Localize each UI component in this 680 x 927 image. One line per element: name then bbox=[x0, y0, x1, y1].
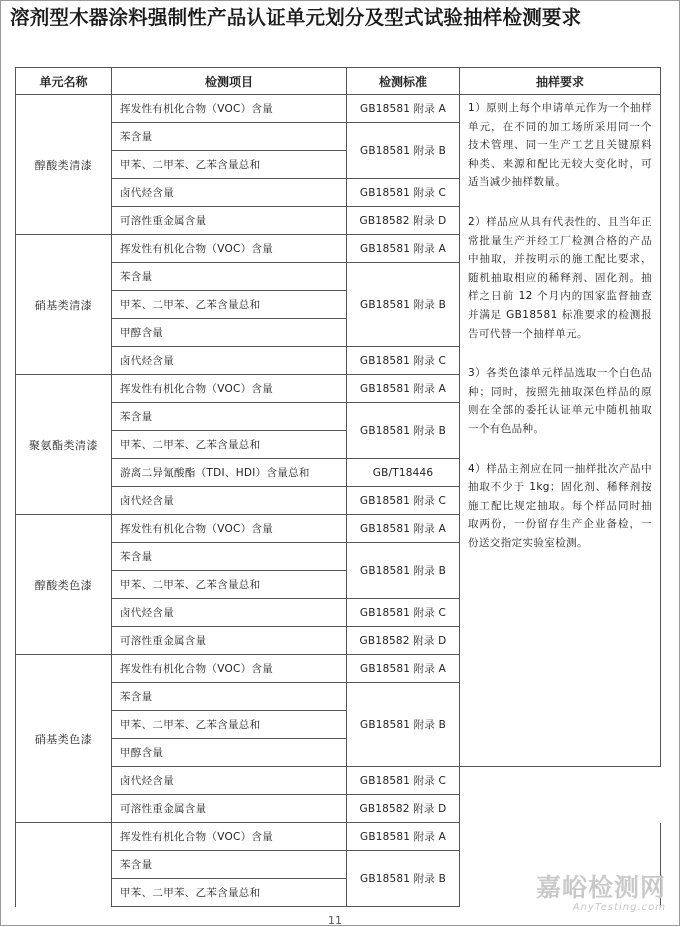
test-item: 游离二异氰酸酯（TDI、HDI）含量总和 bbox=[112, 459, 347, 487]
test-standard: GB18581 附录 B bbox=[347, 543, 460, 599]
test-standard: GB18581 附录 A bbox=[347, 235, 460, 263]
test-item: 卤代烃含量 bbox=[112, 487, 347, 515]
test-item: 卤代烃含量 bbox=[112, 767, 347, 795]
test-item: 可溶性重金属含量 bbox=[112, 207, 347, 235]
test-standard: GB18581 附录 B bbox=[347, 263, 460, 347]
test-item: 卤代烃含量 bbox=[112, 599, 347, 627]
requirement-empty bbox=[460, 823, 661, 851]
test-standard: GB18581 附录 C bbox=[347, 179, 460, 207]
watermark-cn: 嘉峪检测网 bbox=[535, 873, 666, 902]
header-item: 检测项目 bbox=[112, 68, 347, 95]
test-item: 挥发性有机化合物（VOC）含量 bbox=[112, 655, 347, 683]
test-standard: GB/T18446 bbox=[347, 459, 460, 487]
test-item: 苯含量 bbox=[112, 263, 347, 291]
test-item: 甲醇含量 bbox=[112, 319, 347, 347]
test-standard: GB18581 附录 C bbox=[347, 599, 460, 627]
test-item: 甲苯、二甲苯、乙苯含量总和 bbox=[112, 571, 347, 599]
test-standard: GB18581 附录 A bbox=[347, 95, 460, 123]
unit-name: 硝基类清漆 bbox=[16, 235, 112, 375]
requirement-paragraph: 4）样品主剂应在同一抽样批次产品中抽取不少于 1kg；固化剂、稀释剂按施工配比规定抽取。每个样品同时抽取两份，一份留存生产企业备检，一份送交指定实验室检测。 bbox=[468, 462, 652, 549]
test-standard: GB18581 附录 A bbox=[347, 515, 460, 543]
requirement-paragraph: 2）样品应从具有代表性的、且当年正常批量生产并经工厂检测合格的产品中抽取，并按明示的施工配比要求，随机抽取相应的稀释剂、固化剂。抽样之日前 12 个月内的国家监督抽查并满足 GB18581 标准要求的检测报告可代替一个抽样单元。 bbox=[468, 215, 652, 340]
sampling-table bbox=[15, 67, 661, 907]
page-number: 11 bbox=[328, 914, 342, 927]
table-row bbox=[16, 95, 661, 123]
test-standard: GB18581 附录 B bbox=[347, 123, 460, 179]
test-standard: GB18582 附录 D bbox=[347, 795, 460, 823]
test-standard: GB18581 附录 A bbox=[347, 375, 460, 403]
test-item: 挥发性有机化合物（VOC）含量 bbox=[112, 95, 347, 123]
unit-name: 聚氨酯类清漆 bbox=[16, 375, 112, 515]
header-requirement: 抽样要求 bbox=[460, 68, 661, 95]
test-item: 挥发性有机化合物（VOC）含量 bbox=[112, 515, 347, 543]
test-item: 挥发性有机化合物（VOC）含量 bbox=[112, 375, 347, 403]
sampling-requirements bbox=[460, 95, 661, 767]
unit-name: 醇酸类色漆 bbox=[16, 515, 112, 655]
test-item: 甲苯、二甲苯、乙苯含量总和 bbox=[112, 291, 347, 319]
header-standard: 检测标准 bbox=[347, 68, 460, 95]
table-row bbox=[16, 767, 661, 795]
test-item: 挥发性有机化合物（VOC）含量 bbox=[112, 823, 347, 851]
test-standard: GB18581 附录 A bbox=[347, 655, 460, 683]
test-item: 甲苯、二甲苯、乙苯含量总和 bbox=[112, 151, 347, 179]
test-item: 苯含量 bbox=[112, 123, 347, 151]
table-row bbox=[16, 823, 661, 851]
test-item: 甲苯、二甲苯、乙苯含量总和 bbox=[112, 431, 347, 459]
test-item: 甲苯、二甲苯、乙苯含量总和 bbox=[112, 879, 347, 907]
unit-name: 醇酸类清漆 bbox=[16, 95, 112, 235]
test-item: 苯含量 bbox=[112, 543, 347, 571]
watermark-en: AnyTesting.com bbox=[572, 902, 666, 913]
header-unit: 单元名称 bbox=[16, 68, 112, 95]
test-item: 可溶性重金属含量 bbox=[112, 795, 347, 823]
test-standard: GB18581 附录 A bbox=[347, 823, 460, 851]
requirement-paragraph: 3）各类色漆单元样品选取一个白色品种；同时，按照先抽取深色样品的原则在全部的委托认证单元中随机抽取一个有色品种。 bbox=[468, 367, 652, 435]
test-item: 可溶性重金属含量 bbox=[112, 627, 347, 655]
test-item: 苯含量 bbox=[112, 683, 347, 711]
test-standard: GB18581 附录 B bbox=[347, 403, 460, 459]
test-item: 苯含量 bbox=[112, 403, 347, 431]
unit-name: 硝基类色漆 bbox=[16, 655, 112, 823]
table-row bbox=[16, 795, 661, 823]
test-item: 挥发性有机化合物（VOC）含量 bbox=[112, 235, 347, 263]
requirement-paragraph: 1）原则上每个申请单元作为一个抽样单元，在不同的加工场所采用同一个技术管理、同一生产工艺且关键原料种类、来源和配比无较大变化时，可适当减少抽样数量。 bbox=[468, 102, 652, 189]
test-standard: GB18581 附录 B bbox=[347, 683, 460, 767]
test-standard: GB18581 附录 C bbox=[347, 767, 460, 795]
header-row bbox=[16, 68, 661, 95]
test-standard: GB18581 附录 C bbox=[347, 487, 460, 515]
test-item: 卤代烃含量 bbox=[112, 347, 347, 375]
test-item: 甲醇含量 bbox=[112, 739, 347, 767]
test-standard: GB18581 附录 C bbox=[347, 347, 460, 375]
test-standard: GB18582 附录 D bbox=[347, 627, 460, 655]
test-item: 苯含量 bbox=[112, 851, 347, 879]
test-standard: GB18582 附录 D bbox=[347, 207, 460, 235]
test-item: 卤代烃含量 bbox=[112, 179, 347, 207]
unit-name-empty bbox=[16, 823, 112, 907]
page-title: 溶剂型木器涂料强制性产品认证单元划分及型式试验抽样检测要求 bbox=[10, 6, 582, 29]
test-item: 甲苯、二甲苯、乙苯含量总和 bbox=[112, 711, 347, 739]
test-standard: GB18581 附录 B bbox=[347, 851, 460, 907]
watermark bbox=[536, 868, 666, 913]
